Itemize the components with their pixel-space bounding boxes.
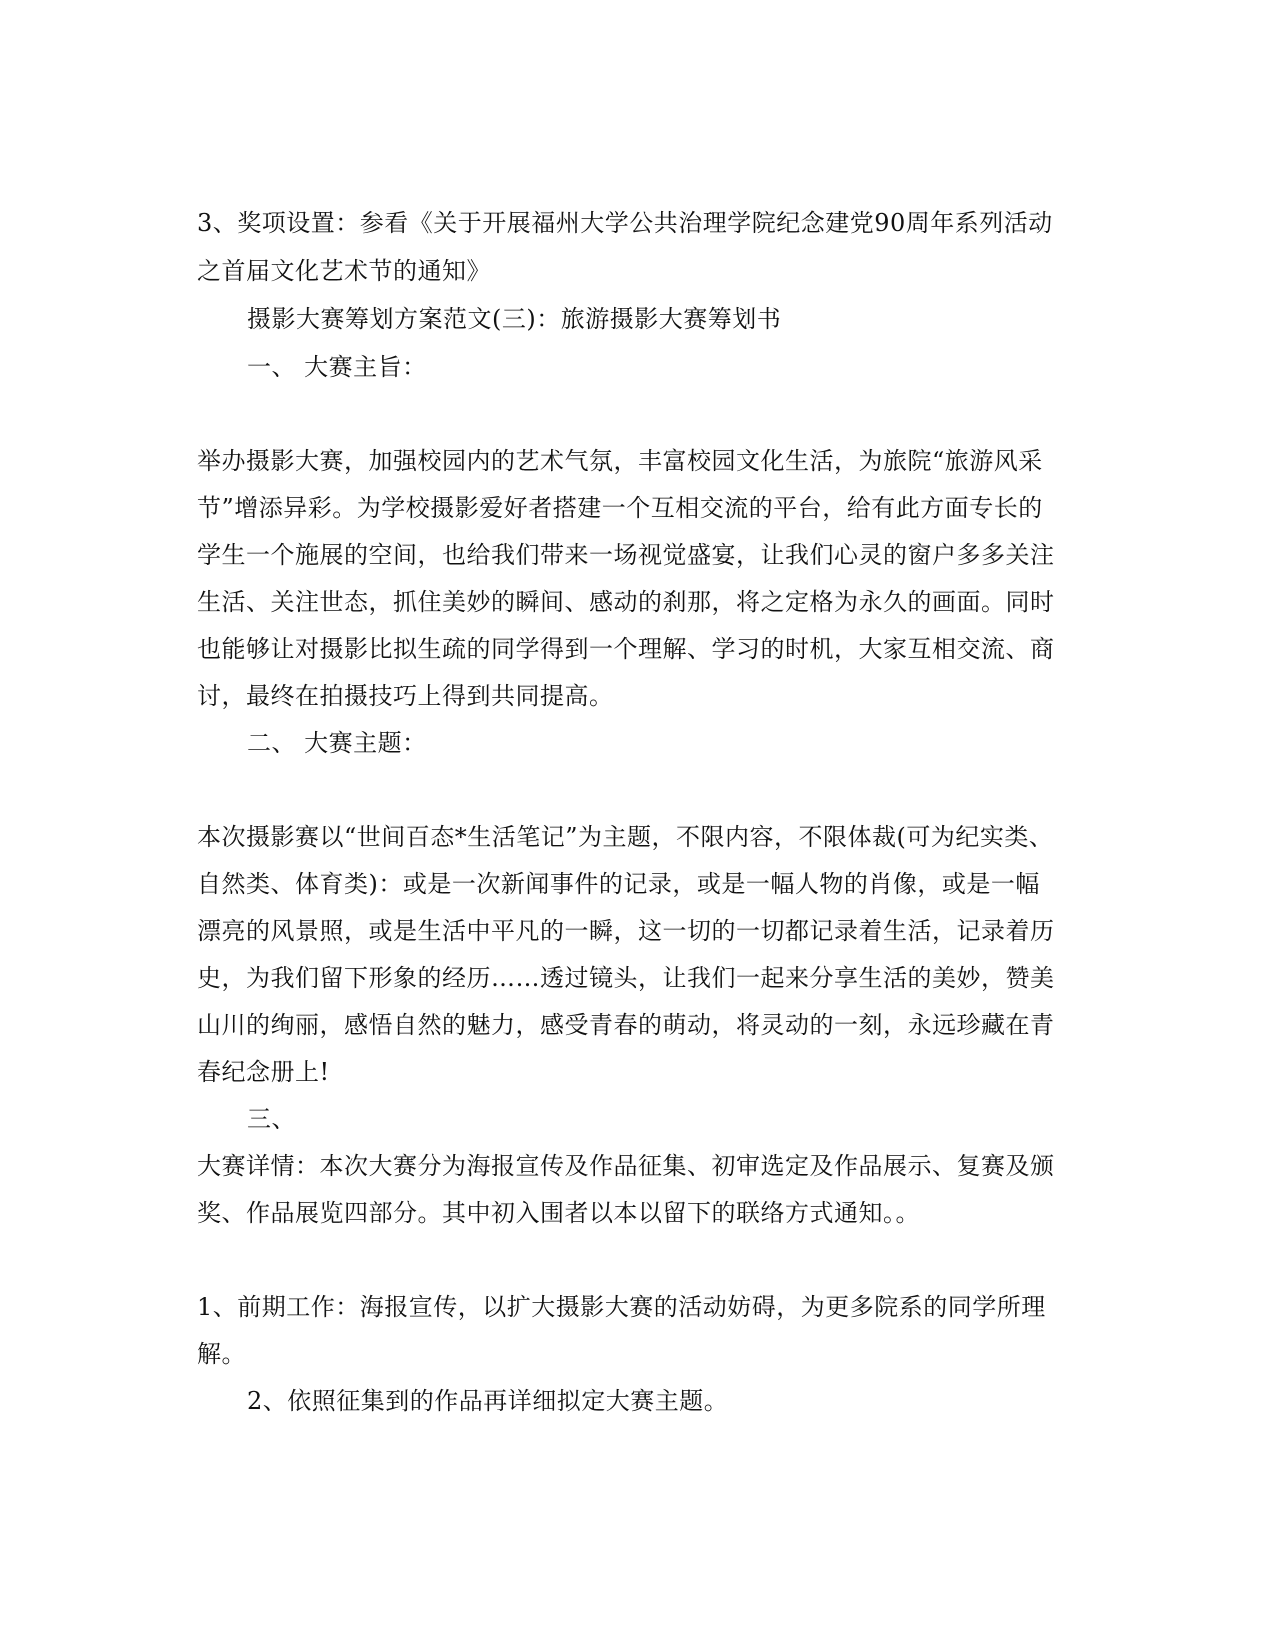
section-heading: 摄影大赛筹划方案范文(三)：旅游摄影大赛筹划书 [247, 305, 782, 333]
text-line: 3、奖项设置：参看《关于开展福州大学公共治理学院纪念建党90周年系列活动 [197, 209, 1053, 237]
section-heading: 一、 大赛主旨： [247, 353, 427, 381]
text-line: 之首届文化艺术节的通知》 [197, 257, 491, 285]
text-line: 生活、关注世态，抓住美妙的瞬间、感动的刹那，将之定格为永久的画面。同时 [197, 588, 1055, 616]
text-line: 史，为我们留下形象的经历……透过镜头，让我们一起来分享生活的美妙，赞美 [197, 964, 1055, 992]
text-line: 也能够让对摄影比拟生疏的同学得到一个理解、学习的时机，大家互相交流、商 [197, 635, 1055, 663]
text-line: 大赛详情：本次大赛分为海报宣传及作品征集、初审选定及作品展示、复赛及颁 [197, 1152, 1055, 1180]
text-line: 学生一个施展的空间，也给我们带来一场视觉盛宴，让我们心灵的窗户多多关注 [197, 541, 1055, 569]
text-line: 漂亮的风景照，或是生活中平凡的一瞬，这一切的一切都记录着生活，记录着历 [197, 917, 1055, 945]
text-line: 讨，最终在拍摄技巧上得到共同提高。 [197, 682, 614, 710]
text-line: 春纪念册上! [197, 1058, 330, 1086]
text-line: 2、依照征集到的作品再详细拟定大赛主题。 [247, 1387, 729, 1415]
section-heading: 三、 [247, 1105, 296, 1133]
text-line: 自然类、体育类)：或是一次新闻事件的记录，或是一幅人物的肖像，或是一幅 [197, 870, 1040, 898]
section-heading: 二、 大赛主题： [247, 729, 427, 757]
text-line: 山川的绚丽，感悟自然的魅力，感受青春的萌动，将灵动的一刻，永远珍藏在青 [197, 1011, 1055, 1039]
text-line: 节”增添异彩。为学校摄影爱好者搭建一个互相交流的平台，给有此方面专长的 [197, 494, 1043, 522]
text-line: 解。 [197, 1340, 246, 1368]
text-line: 1、前期工作：海报宣传，以扩大摄影大赛的活动妨碍，为更多院系的同学所理 [197, 1293, 1046, 1321]
text-line: 本次摄影赛以“世间百态*生活笔记”为主题，不限内容，不限体裁(可为纪实类、 [197, 823, 1054, 851]
text-line: 举办摄影大赛，加强校园内的艺术气氛，丰富校园文化生活，为旅院“旅游风采 [197, 447, 1043, 475]
text-line: 奖、作品展览四部分。其中初入围者以本以留下的联络方式通知。。 [197, 1199, 920, 1227]
